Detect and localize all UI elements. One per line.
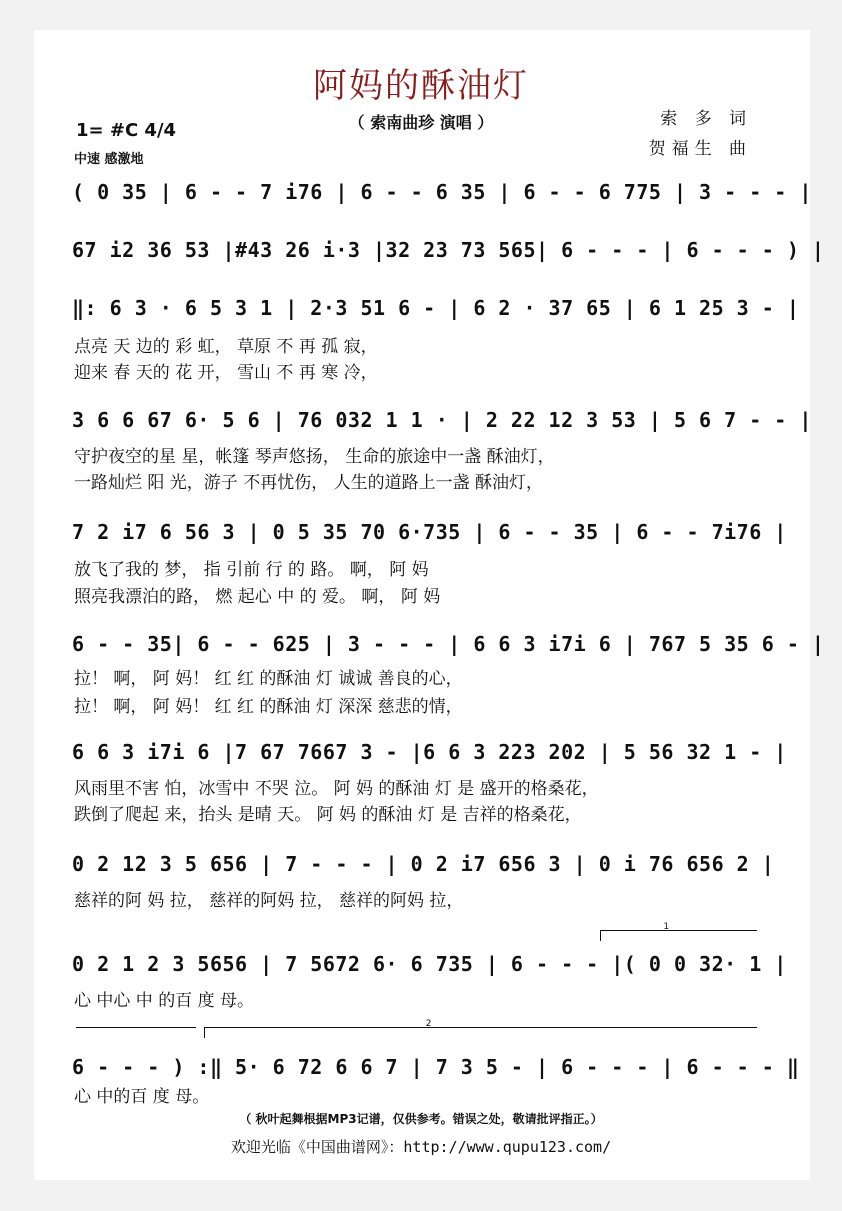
lyricist-credit: 索 多 词 [660, 109, 752, 129]
website-footer: 欢迎光临《中国曲谱网》：http://www.qupu123.com/ [230, 1138, 612, 1156]
notation-row-9: 0 2 1 2 3 5656 | 7 5672 6· 6 735 | 6 - - - |( 0 0 32· 1 | [72, 952, 787, 976]
lyric-row-3-verse-2: 迎来 春 天的 花 开， 雪山 不 再 寒 冷， [74, 363, 378, 383]
notation-row-2: 67 i2 36 53 |#43 26 i·3 |32 23 73 565| 6 - - - | 6 - - - ) | [72, 238, 825, 262]
lyric-row-4-verse-1: 守护夜空的星 星，帐篷 琴声悠扬， 生命的旅途中一盏 酥油灯， [74, 447, 555, 467]
tempo-marking: 中速 感激地 [74, 152, 144, 167]
composer-credit: 贺福生 曲 [648, 139, 752, 159]
transcription-note: （ 秋叶起舞根据MP3记谱，仅供参考。错误之处，敬请批评指正。） [239, 1112, 603, 1126]
lyric-row-7-verse-2: 跌倒了爬起 来，抬头 是晴 天。 阿 妈 的酥油 灯 是 吉祥的格桑花， [74, 805, 582, 825]
lyric-row-5-verse-1: 放飞了我的 梦， 指 引前 行 的 路。 啊， 阿 妈 [74, 560, 429, 580]
lyric-row-6-verse-1: 拉！ 啊， 阿 妈！ 红 红 的酥油 灯 诚诚 善良的心， [74, 669, 463, 689]
first-ending-continuation [76, 1027, 196, 1028]
notation-row-1: ( 0 35 | 6 - - 7 i76 | 6 - - 6 35 | 6 - - 6 775 | 3 - - - | [72, 180, 812, 204]
notation-row-10: 6 - - - ) :‖ 5· 6 72 6 6 7 | 7 3 5 - | 6 - - - | 6 - - - ‖ [72, 1055, 800, 1079]
lyric-row-8: 慈祥的阿 妈 拉， 慈祥的阿妈 拉， 慈祥的阿妈 拉， [74, 891, 464, 911]
notation-row-5: 7 2 i7 6 56 3 | 0 5 35 70 6·735 | 6 - - 35 | 6 - - 7i76 | [72, 520, 787, 544]
second-ending-bracket: 2 [204, 1027, 757, 1038]
lyric-row-4-verse-2: 一路灿烂 阳 光，游子 不再忧伤， 人生的道路上一盏 酥油灯， [74, 473, 544, 493]
notation-row-4: 3 6 6 67 6· 5 6 | 76 032 1 1 · | 2 22 12 3 53 | 5 6 7 - - | [72, 408, 812, 432]
notation-row-3: ‖: 6 3 · 6 5 3 1 | 2·3 51 6 - | 6 2 · 37 65 | 6 1 25 3 - | [72, 296, 800, 320]
notation-row-8: 0 2 12 3 5 656 | 7 - - - | 0 2 i7 656 3 | 0 i 76 656 2 | [72, 852, 775, 876]
first-ending-bracket: 1 [600, 930, 757, 941]
lyric-row-7-verse-1: 风雨里不害 怕，冰雪中 不哭 泣。 阿 妈 的酥油 灯 是 盛开的格桑花， [74, 779, 599, 799]
notation-row-7: 6 6 3 i7i 6 |7 67 7667 3 - |6 6 3 223 202 | 5 56 32 1 - | [72, 740, 787, 764]
lyric-row-10: 心 中的百 度 母。 [74, 1087, 210, 1107]
performer-line: （ 索南曲珍 演唱 ） [348, 113, 494, 132]
notation-row-6: 6 - - 35| 6 - - 625 | 3 - - - | 6 6 3 i7i 6 | 767 5 35 6 - | [72, 632, 825, 656]
lyric-row-6-verse-2: 拉！ 啊， 阿 妈！ 红 红 的酥油 灯 深深 慈悲的情， [74, 697, 463, 717]
lyric-row-5-verse-2: 照亮我漂泊的路， 燃 起心 中 的 爱。 啊， 阿 妈 [74, 587, 441, 607]
lyric-row-9: 心 中心 中 的百 度 母。 [74, 991, 255, 1011]
lyric-row-3-verse-1: 点亮 天 边的 彩 虹， 草原 不 再 孤 寂， [74, 337, 378, 357]
key-signature: 1= #C 4/4 [76, 120, 177, 141]
song-title: 阿妈的酥油灯 [313, 66, 529, 106]
